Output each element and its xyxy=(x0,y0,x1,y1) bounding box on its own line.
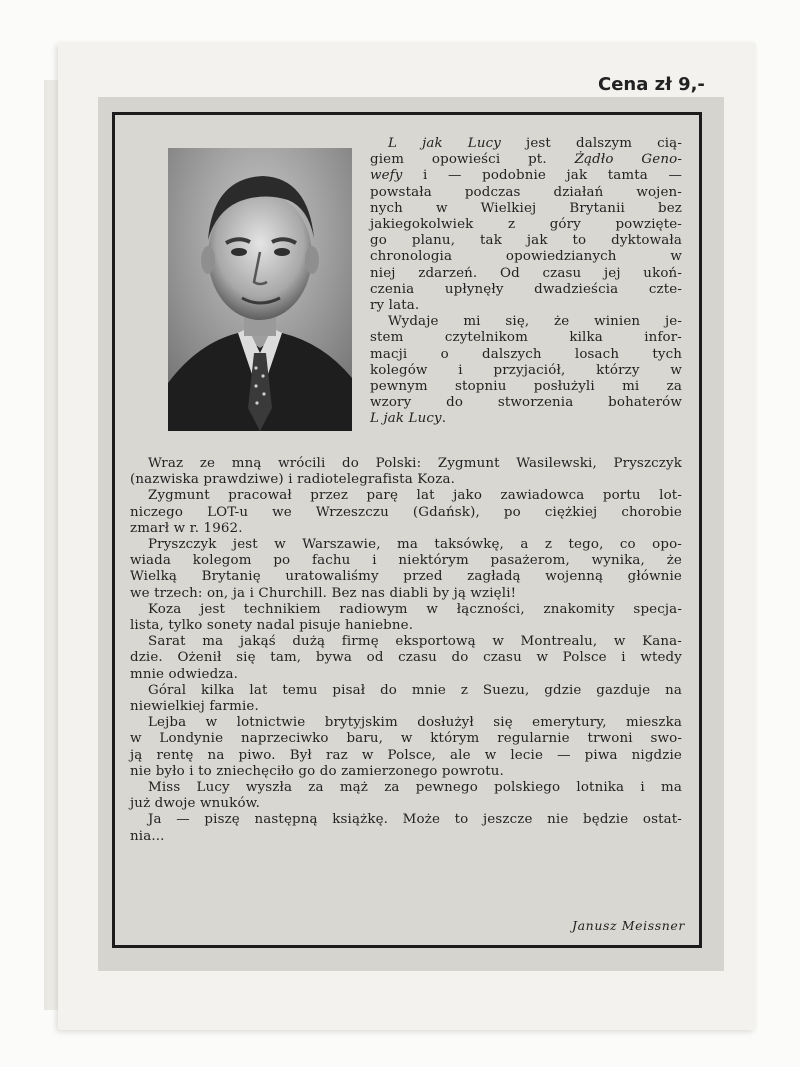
text-line: macji o dalszych losach tych xyxy=(370,346,682,362)
paragraph xyxy=(130,715,682,780)
text-line: Pryszczyk jest w Warszawie, ma taksówkę, a z tego, co opo- xyxy=(148,537,682,553)
explanation-paragraph xyxy=(370,314,682,427)
paragraph xyxy=(130,537,682,602)
text-line: Wydaje mi się, że winien je- xyxy=(388,314,682,330)
text-line: Wraz ze mną wrócili do Polski: Zygmunt Wasilewski, Pryszczyk xyxy=(148,456,682,471)
paragraph xyxy=(130,812,682,844)
price-label: Cena zł 9,- xyxy=(598,74,705,95)
card-left-edge xyxy=(44,80,58,1010)
text-line: (nazwiska prawdziwe) i radiotelegrafista Koza. xyxy=(130,472,455,488)
text-line: mnie odwiedza. xyxy=(130,666,239,682)
right-column-text xyxy=(370,136,682,428)
text-line: w Londynie naprzeciwko baru, w którym regularnie trwoni swo- xyxy=(130,731,682,747)
text-line: stem czytelnikom kilka infor- xyxy=(370,330,682,346)
text-line: pewnym stopniu posłużyli mi za xyxy=(370,379,682,395)
text-line: Lejba w lotnictwie brytyjskim dosłużył się emerytury, mieszka xyxy=(148,715,682,731)
text-line: niewielkiej farmie. xyxy=(130,699,259,715)
text-line: L jak Lucy jest dalszym cią- xyxy=(388,136,682,151)
text-line: jakiegokolwiek z góry powzięte- xyxy=(370,217,682,233)
text-line: Wielką Brytanię uratowaliśmy przed zagładą wojenną głównie xyxy=(130,569,682,585)
paragraph xyxy=(130,602,682,634)
text-line: we trzech: on, ja i Churchill. Bez nas diabli by ją wzięli! xyxy=(130,585,517,601)
text-line: wiada kolegom po fachu i niektórym pasażerom, wynika, że xyxy=(130,553,682,569)
text-line: Zygmunt pracował przez parę lat jako zawiadowca portu lot- xyxy=(148,488,682,504)
text-line: go planu, tak jak to dyktowała xyxy=(370,233,682,249)
paragraph xyxy=(130,488,682,537)
text-line: już dwoje wnuków. xyxy=(130,796,261,812)
author-signature: Janusz Meissner xyxy=(572,918,685,933)
paragraph xyxy=(130,634,682,683)
paragraph xyxy=(130,456,682,488)
text-line: dzie. Ożenił się tam, bywa od czasu do czasu w Polsce i wtedy xyxy=(130,650,682,666)
text-line: kolegów i przyjaciół, którzy w xyxy=(370,362,682,378)
text-line: zmarł w r. 1962. xyxy=(130,520,243,536)
text-line: Koza jest technikiem radiowym w łączności, znakomity specja- xyxy=(148,601,682,617)
text-line: Ja — piszę następną książkę. Może to jeszcze nie będzie ostat- xyxy=(148,812,682,828)
text-line: niej zdarzeń. Od czasu jej ukoń- xyxy=(370,265,682,281)
text-line: Góral kilka lat temu pisał do mnie z Suezu, gdzie gazduje na xyxy=(148,682,682,698)
text-line: nych w Wielkiej Brytanii bez xyxy=(370,200,682,216)
text-line: nie było i to zniechęciło go do zamierzonego powrotu. xyxy=(130,763,504,779)
text-line: Miss Lucy wyszła za mąż za pewnego polskiego lotnika i ma xyxy=(148,780,682,796)
text-line: wzory do stworzenia bohaterów xyxy=(370,395,682,411)
paragraph xyxy=(130,780,682,812)
text-line: wefy i — podobnie jak tamta — xyxy=(370,168,682,184)
paragraph xyxy=(130,683,682,715)
text-line: lista, tylko sonety nadal pisuje haniebne. xyxy=(130,618,414,634)
text-line: ry lata. xyxy=(370,298,420,314)
text-line: L jak Lucy. xyxy=(370,411,447,427)
text-line: Sarat ma jakąś dużą firmę eksportową w Montrealu, w Kana- xyxy=(148,634,682,650)
text-line: czenia upłynęły dwadzieścia czte- xyxy=(370,281,682,297)
author-portrait xyxy=(168,148,352,431)
text-line: powstała podczas działań wojen- xyxy=(370,184,682,200)
text-line: ją rentę na piwo. Był raz w Polsce, ale w lecie — piwa nigdzie xyxy=(130,747,682,763)
text-line: giem opowieści pt. Żądło Geno- xyxy=(370,152,682,168)
text-line: niczego LOT-u we Wrzeszczu (Gdańsk), po ciężkiej chorobie xyxy=(130,504,682,520)
text-line: nia... xyxy=(130,828,165,844)
intro-paragraph xyxy=(370,136,682,314)
text-line: chronologia opowiedzianych w xyxy=(370,249,682,265)
full-width-text xyxy=(130,456,682,845)
portrait-photo-illustration xyxy=(168,148,352,431)
